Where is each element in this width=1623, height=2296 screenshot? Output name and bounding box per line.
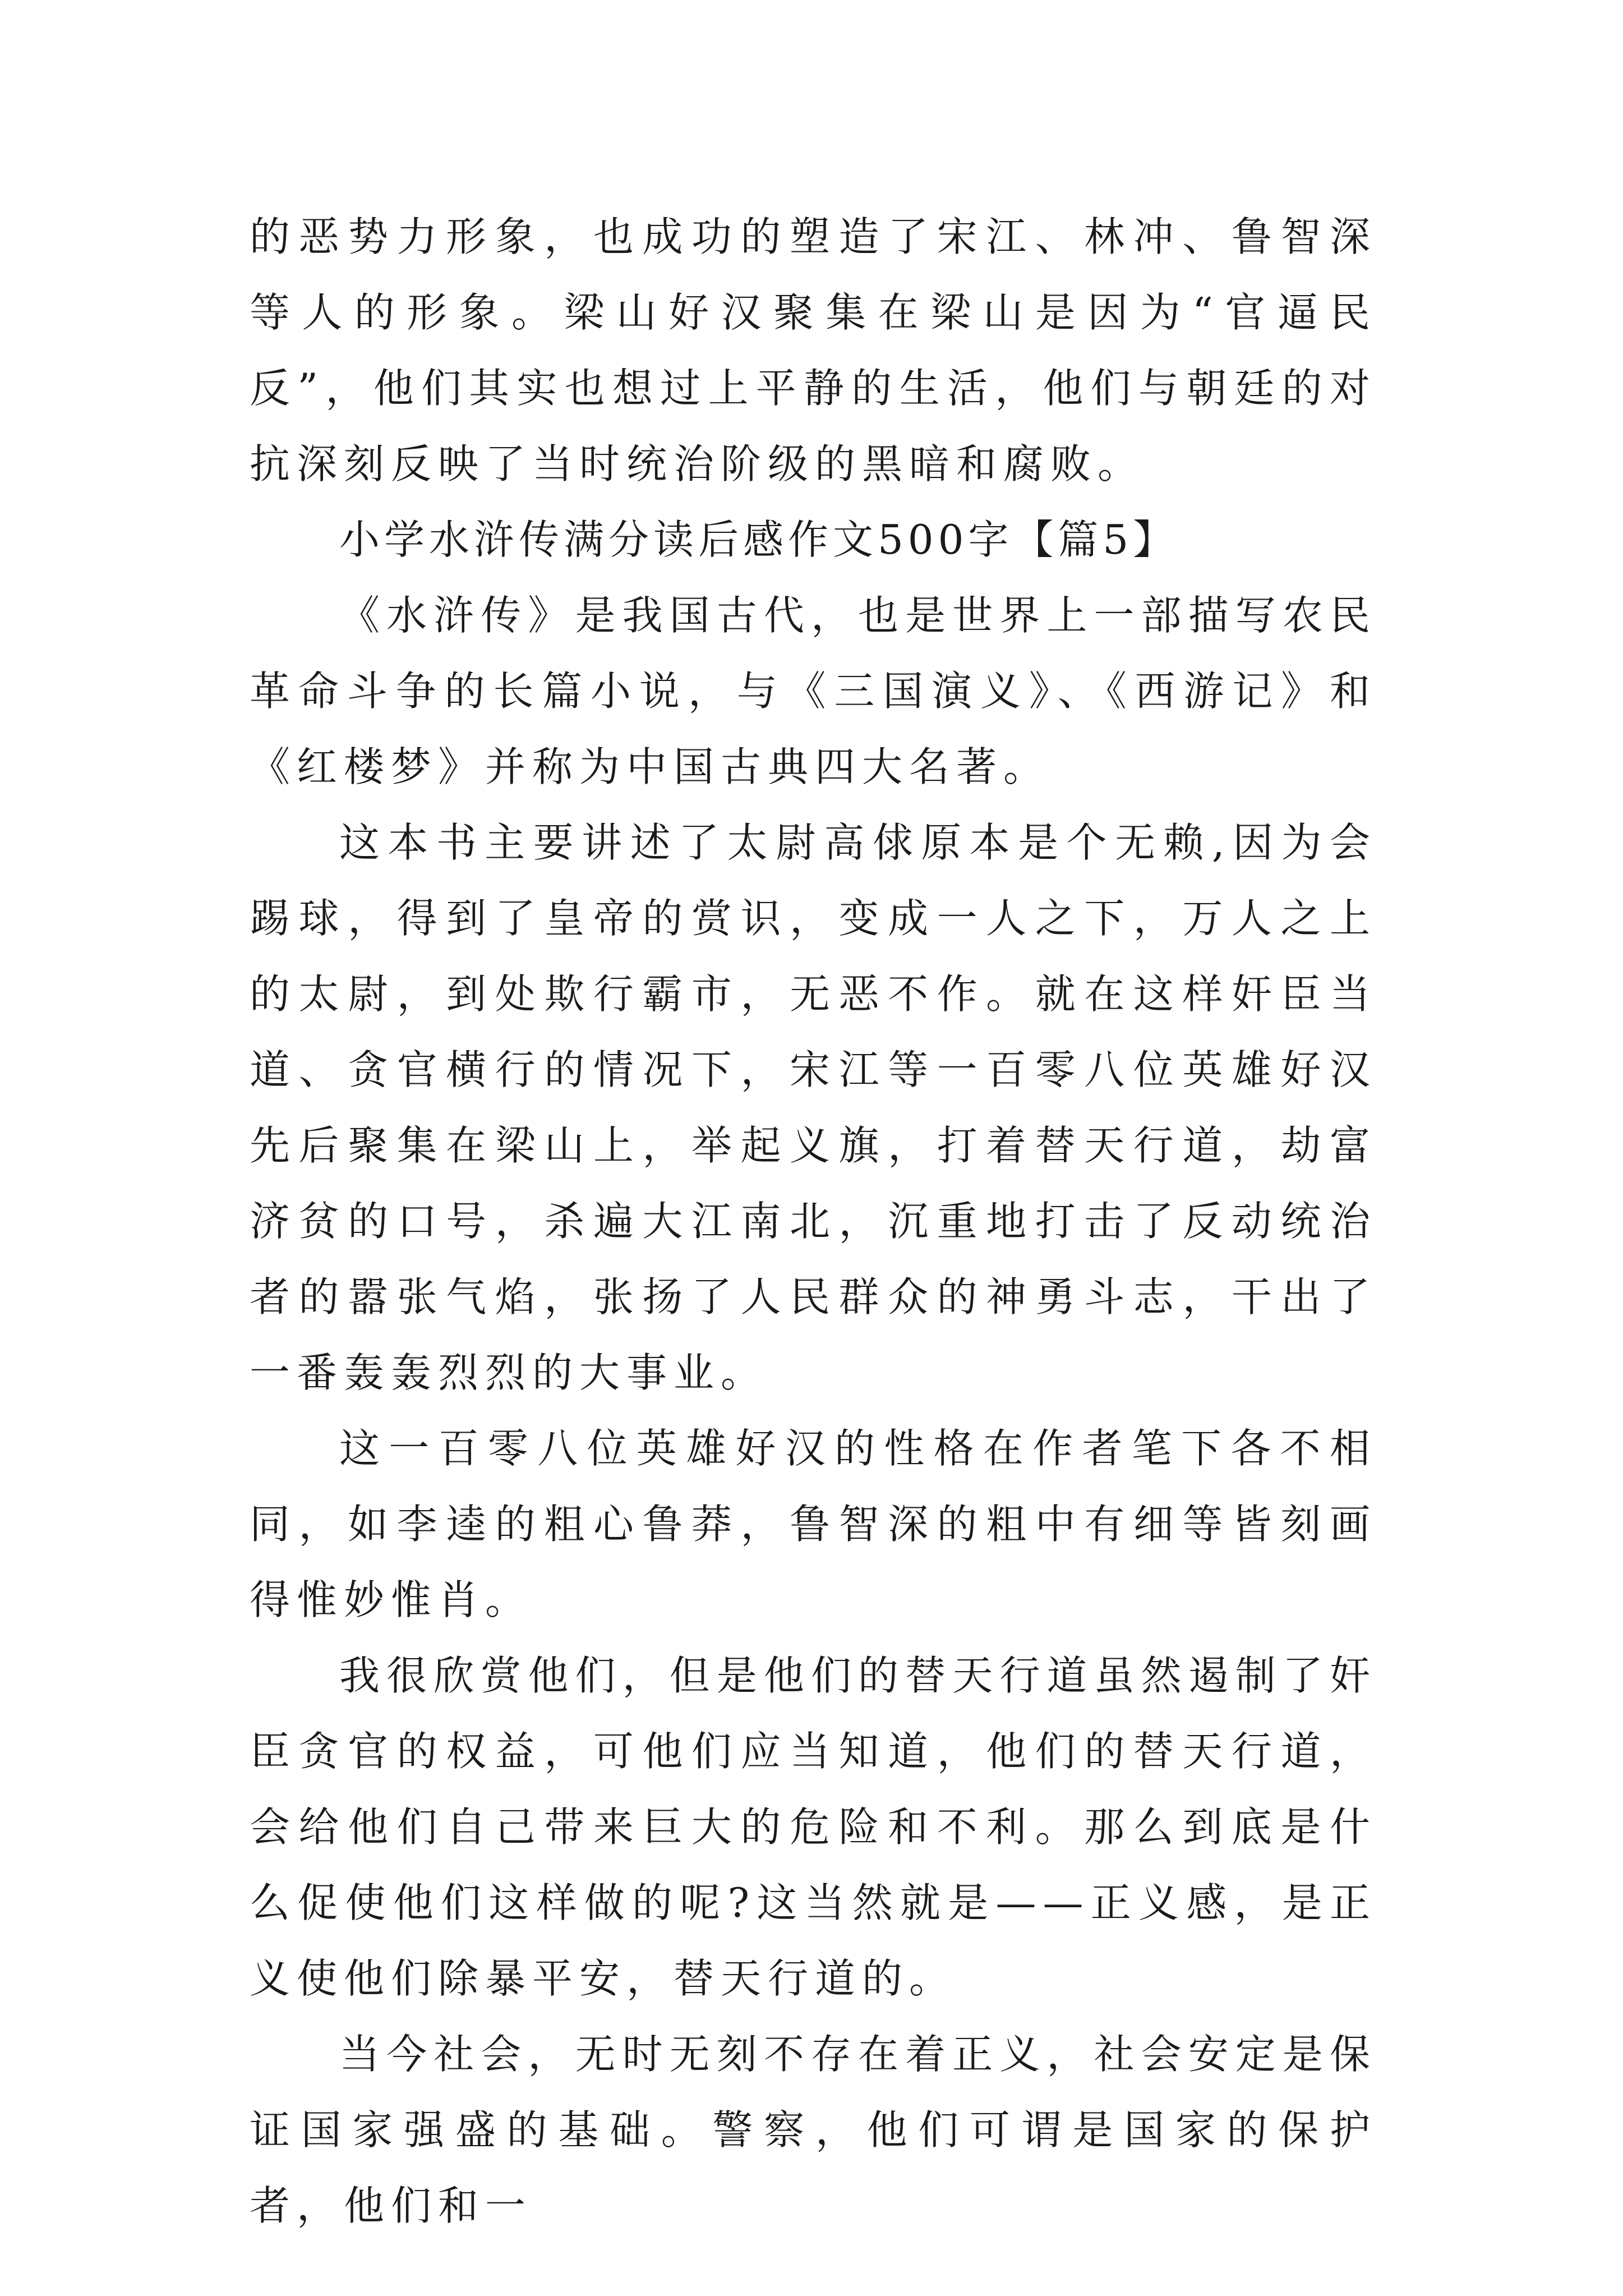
paragraph-continued: 的恶势力形象，也成功的塑造了宋江、林冲、鲁智深等人的形象。梁山好汉聚集在梁山是因为“官逼民反”，他们其实也想过上平静的生活，他们与朝廷的对抗深刻反映了当时统治阶级的黑暗和腐败。 bbox=[250, 213, 1377, 487]
paragraph-opinion: 我很欣赏他们，但是他们的替天行道虽然遏制了奸臣贪官的权益，可他们应当知道，他们的替天行道，会给他们自己带来巨大的危险和不利。那么到底是什么促使他们这样做的呢?这当然就是——正义感，是正义使他们除暴平安，替天行道的。 bbox=[250, 1652, 1377, 2002]
document-body bbox=[250, 199, 1377, 2244]
paragraph-characters: 这一百零八位英雄好汉的性格在作者笔下各不相同，如李逵的粗心鲁莽，鲁智深的粗中有细等皆刻画得惟妙惟肖。 bbox=[250, 1425, 1377, 1623]
paragraph-intro: 《水浒传》是我国古代，也是世界上一部描写农民革命斗争的长篇小说，与《三国演义》、《西游记》和《红楼梦》并称为中国古典四大名著。 bbox=[250, 592, 1377, 790]
section-heading: 小学水浒传满分读后感作文500字【篇5】 bbox=[339, 516, 1178, 563]
paragraph-society: 当今社会，无时无刻不存在着正义，社会安定是保证国家强盛的基础。警察，他们可谓是国家的保护者，他们和一 bbox=[250, 2031, 1377, 2229]
paragraph-summary: 这本书主要讲述了太尉高俅原本是个无赖,因为会踢球，得到了皇帝的赏识，变成一人之下，万人之上的太尉，到处欺行霸市，无恶不作。就在这样奸臣当道、贪官横行的情况下，宋江等一百零八位英雄好汉先后聚集在梁山上，举起义旗，打着替天行道，劫富济贫的口号，杀遍大江南北，沉重地打击了反动统治者的嚣张气焰，张扬了人民群众的神勇斗志，干出了一番轰轰烈烈的大事业。 bbox=[250, 819, 1377, 1396]
